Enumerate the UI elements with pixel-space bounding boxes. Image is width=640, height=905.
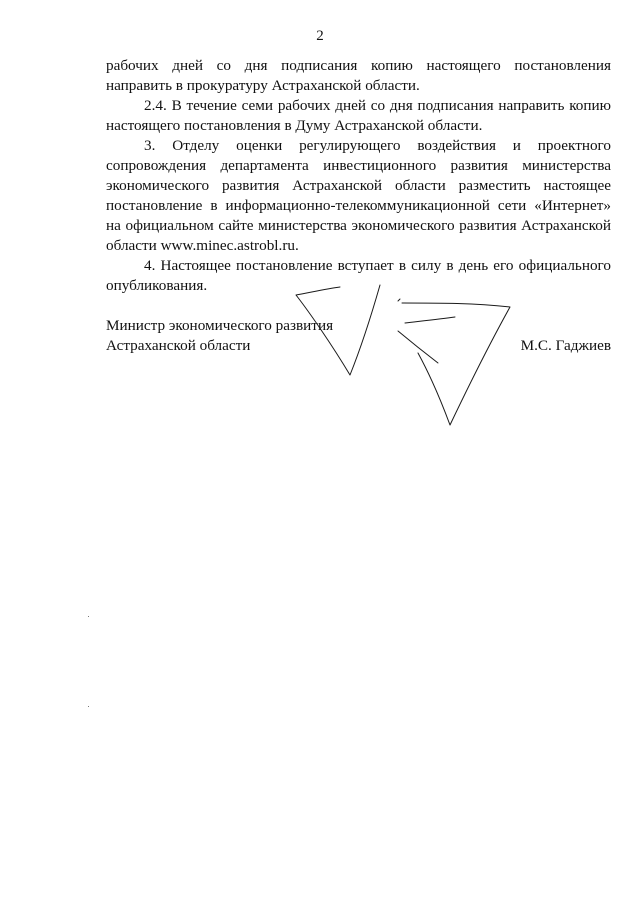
scan-speck [88,616,89,617]
paragraph-4: 4. Настоящее постановление вступает в силу в день его официального опубликования. [106,257,611,294]
scan-speck [88,706,89,707]
handwritten-signature [290,283,520,433]
paragraph-2-4: 2.4. В течение семи рабочих дней со дня подписания направить копию настоящего постановления в Думу Астраханской области. [106,97,611,134]
paragraph-3: 3. Отделу оценки регулирующего воздействия и проектного сопровождения департамента инвестиционного развития министерства экономического развития Астраханской области разместить настоящее постановление в информационно-телекоммуникационной сети «Интернет» на официальном сайте министерства экономического развития Астраханской области www.minec.astrobl.ru. [106,137,611,254]
document-body [106,56,611,296]
page-number: 2 [316,28,324,44]
signer-name: М.С. Гаджиев [520,337,611,354]
signer-position-line2: Астраханской области [106,337,251,354]
signer-position-line1: Министр экономического развития [106,317,334,334]
paragraph-continuation: рабочих дней со дня подписания копию настоящего постановления направить в прокуратуру Астраханской области. [106,57,611,94]
